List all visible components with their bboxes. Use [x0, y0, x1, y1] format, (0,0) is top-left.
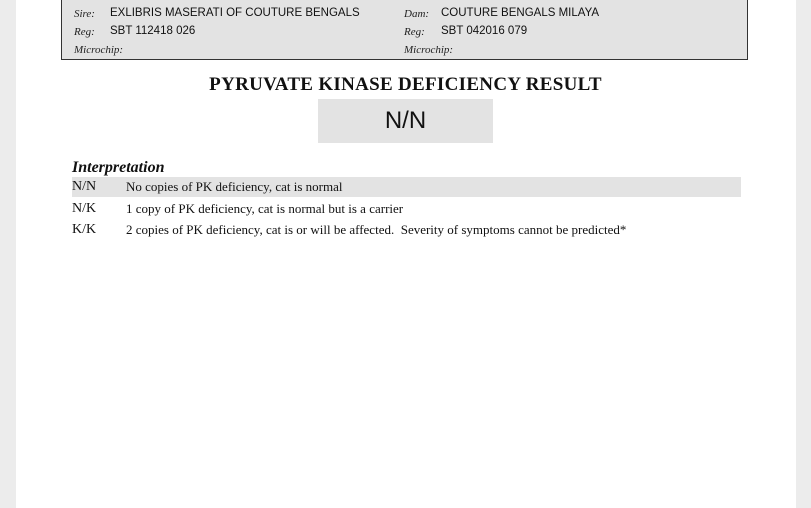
dam-label: Dam:: [404, 8, 430, 20]
interpretation-row-kk: [72, 220, 741, 240]
result-value-box: [318, 99, 493, 143]
sire-reg-number: SBT 112418 026: [110, 25, 196, 37]
parents-info-box: [61, 0, 748, 60]
sire-microchip-label: Microchip:: [74, 44, 124, 56]
genotype-code: N/N: [72, 179, 97, 194]
genotype-description: No copies of PK deficiency, cat is normal: [126, 179, 343, 194]
dam-reg-label: Reg:: [404, 26, 425, 38]
interpretation-row-nn: [72, 177, 741, 197]
sire-name: EXLIBRIS MASERATI OF COUTURE BENGALS: [110, 7, 360, 19]
interpretation-heading: Interpretation: [72, 159, 165, 176]
dam-microchip-label: Microchip:: [404, 44, 454, 56]
result-value: N/N: [384, 107, 427, 134]
interpretation-row-nk: [72, 199, 741, 219]
result-title: PYRUVATE KINASE DEFICIENCY RESULT: [209, 74, 602, 95]
genotype-description: 1 copy of PK deficiency, cat is normal but is a carrier: [126, 201, 404, 216]
sire-label: Sire:: [74, 8, 95, 20]
genotype-code: K/K: [72, 222, 97, 237]
genotype-code: N/K: [72, 201, 97, 216]
dam-name: COUTURE BENGALS MILAYA: [441, 7, 600, 19]
dam-reg-number: SBT 042016 079: [441, 25, 528, 37]
sire-reg-label: Reg:: [74, 26, 95, 38]
genotype-description: 2 copies of PK deficiency, cat is or will be affected. Severity of symptoms cannot be predicted*: [126, 222, 627, 237]
